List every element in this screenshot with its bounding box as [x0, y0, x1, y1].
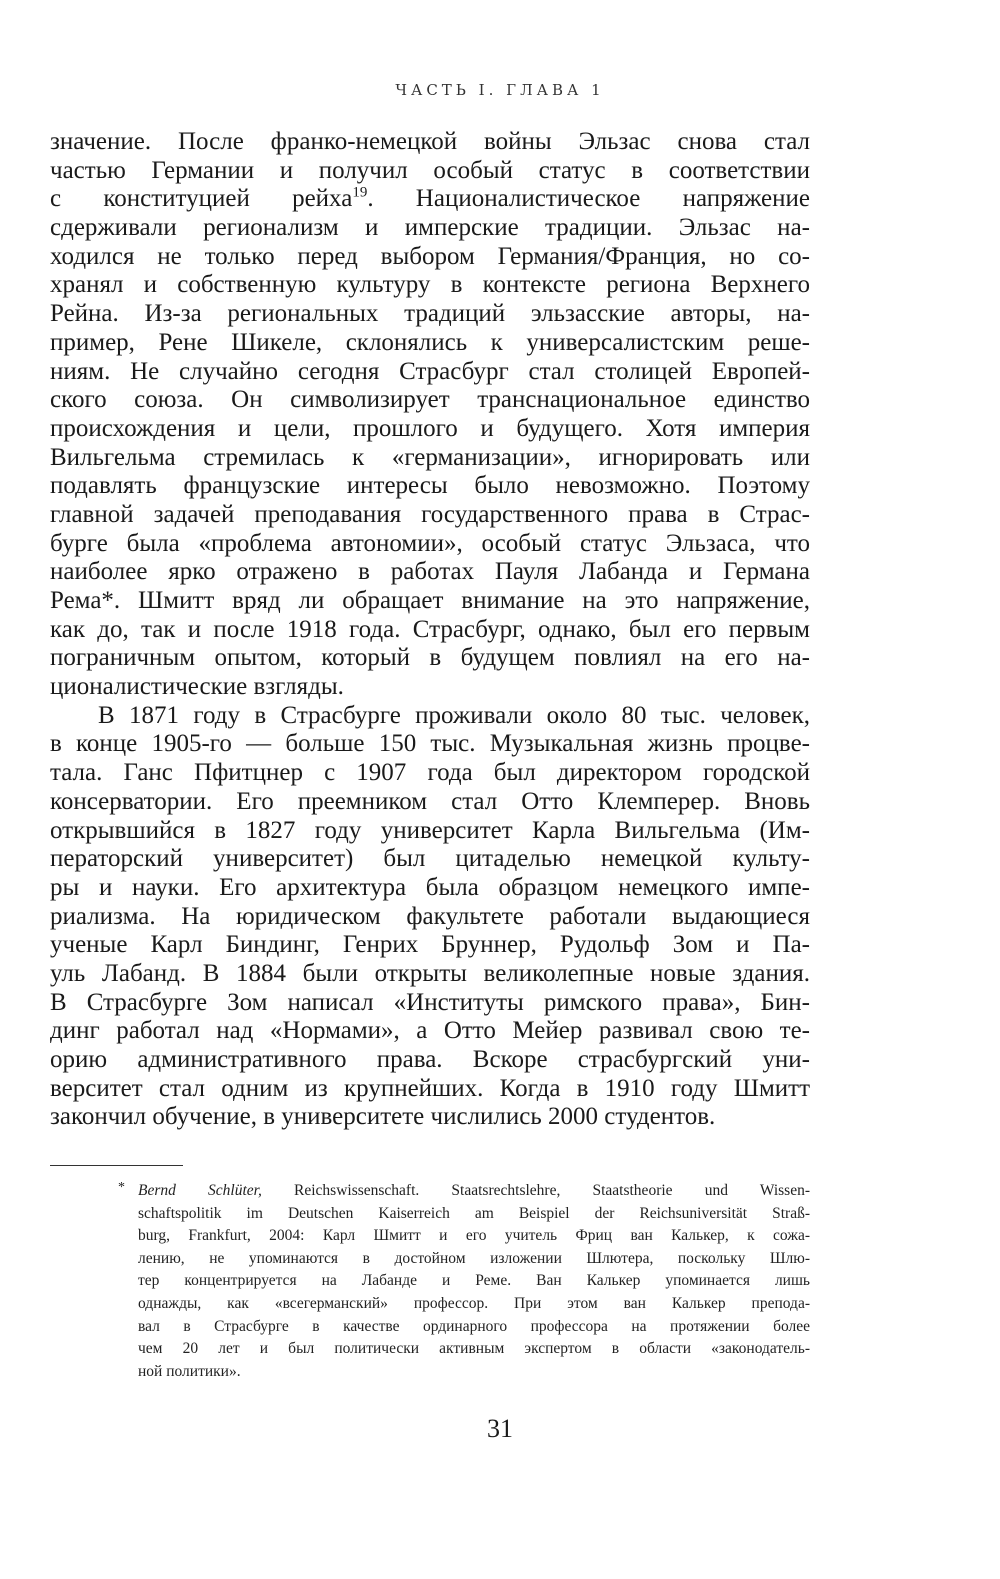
text-line: частью Германии и получил особый статус в соответствии: [50, 156, 810, 184]
footnote-line: burg, Frankfurt, 2004: Карл Шмитт и его учитель Фриц ван Калькер, к сожа-: [138, 1227, 810, 1245]
footnote-line: тер концентрируется на Лабанде и Реме. Ван Калькер упоминается лишь: [138, 1272, 810, 1290]
footnote-rule: [50, 1165, 183, 1166]
text-line: уль Лабанд. В 1884 были открыты великолепные новые здания.: [50, 959, 810, 987]
page-number: 31: [487, 1414, 513, 1443]
footnote-line: вал в Страсбурге в качестве ординарного профессора на протяжении более: [138, 1317, 810, 1335]
text-line: тала. Ганс Пфитцнер с 1907 года был директором городской: [50, 759, 810, 787]
text-line: закончил обучение, в университете числились 2000 студентов.: [50, 1103, 716, 1131]
text-line: с конституцией рейха$^{19}$. Националистическое напряжение: [50, 185, 810, 213]
footnote-line: ной политики».: [138, 1362, 241, 1380]
footnote-line: однажды, как «всегерманский» профессор. При этом ван Калькер препода-: [138, 1294, 810, 1312]
text-line: бурге была «проблема автономии», особый статус Эльзаса, что: [50, 529, 810, 557]
running-head: ЧАСТЬ I. ГЛАВА 1: [395, 81, 605, 99]
text-line: консерватории. Его преемником стал Отто Клемперер. Вновь: [50, 787, 810, 815]
text-line: ученые Карл Биндинг, Генрих Бруннер, Рудольф Зом и Па-: [50, 931, 810, 959]
text-line: Рема*. Шмитт вряд ли обращает внимание на это напряжение,: [50, 587, 810, 614]
text-line: ходился не только перед выбором Германия/Франция, но со-: [50, 242, 810, 270]
footnote-line: чем 20 лет и был политически активным экспертом в области «законодатель-: [138, 1340, 810, 1358]
footnote-reference: 19: [352, 185, 368, 202]
text-line: В Страсбурге Зом написал «Институты римского права», Бин-: [50, 988, 810, 1016]
text-line: хранял и собственную культуру в контексте региона Верхнего: [50, 271, 810, 299]
main-text: [50, 128, 810, 1132]
text-line: В 1871 году в Страсбурге проживали около 80 тыс. человек,: [98, 701, 810, 729]
text-line: как до, так и после 1918 года. Страсбург, однако, был его первым: [50, 615, 810, 643]
text-line: риализма. На юридическом факультете работали выдающиеся: [50, 902, 810, 930]
text-line: наиболее ярко отражено в работах Пауля Лабанда и Германа: [50, 558, 810, 586]
text-line: ниям. Не случайно сегодня Страсбург стал столицей Европей-: [50, 357, 810, 385]
text-line: ры и науки. Его архитектура была образцом немецкого импе-: [50, 873, 810, 901]
text-line: открывшийся в 1827 году университет Карла Вильгельма (Им-: [50, 816, 810, 844]
footnote-author: Bernd Schlüter,: [138, 1182, 262, 1199]
text-line: сдерживали регионализм и имперские традиции. Эльзас на-: [50, 214, 810, 242]
text-line: верситет стал одним из крупнейших. Когда в 1910 году Шмитт: [50, 1074, 810, 1102]
text-line: Вильгельма стремилась к «германизации», игнорировать или: [50, 443, 810, 471]
text-line: главной задачей преподавания государственного права в Страс-: [50, 500, 810, 528]
text-line: динг работал над «Нормами», а Отто Мейер развивал свою те-: [50, 1017, 810, 1045]
text-line: пограничным опытом, который в будущем повлиял на его на-: [50, 644, 810, 672]
footnote-text: [138, 1180, 810, 1383]
text-line: пример, Рене Шикеле, склонялись к универсалистским реше-: [50, 328, 810, 356]
text-line: ционалистические взгляды.: [50, 673, 344, 701]
footnote: [118, 1180, 810, 1383]
text-line: подавлять французские интересы было невозможно. Поэтому: [50, 472, 810, 500]
footnote-line: schaftspolitik im Deutschen Kaiserreich am Beispiel der Reichsuniversität Straß-: [138, 1204, 810, 1222]
text-line: ператорский университет) был цитаделью немецкой культу-: [50, 845, 810, 873]
footnote-marker: *: [118, 1180, 125, 1195]
text-line: значение. После франко-немецкой войны Эльзас снова стал: [50, 128, 810, 155]
text-line: Рейна. Из-за региональных традиций эльзасские авторы, на-: [50, 300, 810, 328]
text-line: орию административного права. Вскоре страсбургский уни-: [50, 1046, 810, 1073]
text-line: ского союза. Он символизирует транснациональное единство: [50, 386, 810, 414]
footnote-line: лению, не упоминаются в достойном изложении Шлютера, поскольку Шлю-: [138, 1249, 810, 1267]
footnote-line: Bernd Schlüter, Reichswissenschaft. Staatsrechtslehre, Staatstheorie und Wissen-: [138, 1182, 810, 1199]
text-line: в конце 1905-го — больше 150 тыс. Музыкальная жизнь процве-: [50, 730, 810, 758]
text-line: происхождения и цели, прошлого и будущего. Хотя империя: [50, 414, 810, 442]
